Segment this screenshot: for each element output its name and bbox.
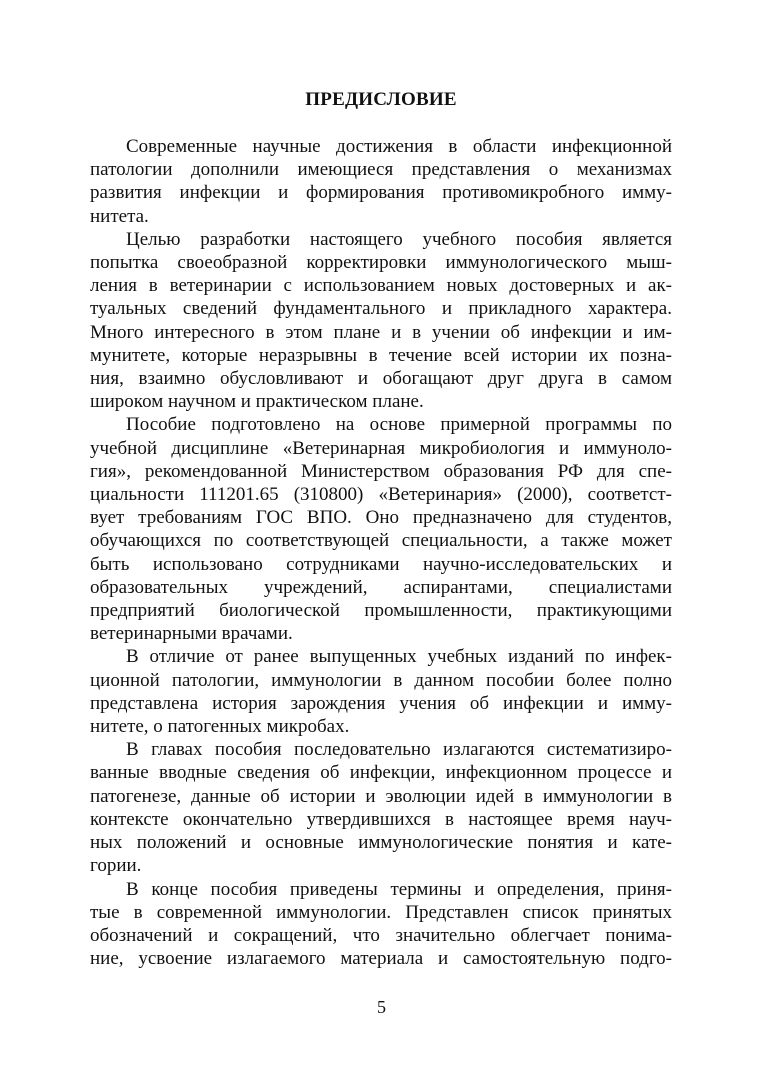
paragraph	[90, 413, 672, 645]
text-line: ционной патологии, иммунологии в данном пособии более полно	[90, 669, 672, 691]
text-line: В отличие от ранее выпущенных учебных изданий по инфек-	[126, 646, 672, 668]
page-title: ПРЕДИСЛОВИЕ	[305, 89, 457, 110]
text-line: контексте окончательно утвердившихся в настоящее время науч-	[90, 808, 672, 830]
paragraph	[90, 135, 672, 228]
text-line: широком научном и практическом плане.	[90, 391, 424, 413]
text-line: предприятий биологической промышленности, практикующими	[90, 600, 672, 622]
text-line: попытка своеобразной корректировки иммунологического мыш-	[90, 252, 672, 274]
text-line: Много интересного в этом плане и в учении об инфекции и им-	[90, 321, 672, 343]
text-line: В главах пособия последовательно излагаются систематизиро-	[126, 739, 672, 761]
text-line: ветеринарными врачами.	[90, 623, 293, 645]
paragraph	[90, 645, 672, 738]
text-line: ния, взаимно обусловливают и обогащают друг друга в самом	[90, 368, 672, 390]
text-line: вует требованиям ГОС ВПО. Оно предназначено для студентов,	[90, 507, 672, 529]
text-line: В конце пособия приведены термины и определения, приня-	[126, 878, 672, 900]
text-line: нитета.	[90, 205, 149, 227]
text-line: туальных сведений фундаментального и прикладного характера.	[90, 298, 672, 320]
text-line: нитете, о патогенных микробах.	[90, 716, 350, 738]
text-line: представлена история зарождения учения об инфекции и имму-	[90, 692, 672, 714]
text-line: мунитете, которые неразрывны в течение всей истории их позна-	[90, 344, 672, 366]
text-line: развития инфекции и формирования противомикробного имму-	[90, 182, 672, 204]
document-page	[90, 88, 672, 970]
text-line: циальности 111201.65 (310800) «Ветеринария» (2000), соответст-	[90, 484, 672, 506]
text-line: ных положений и основные иммунологические понятия и кате-	[90, 832, 672, 854]
text-line: патологии дополнили имеющиеся представления о механизмах	[90, 159, 672, 181]
text-line: быть использовано сотрудниками научно-исследовательских и	[90, 553, 672, 575]
text-line: Пособие подготовлено на основе примерной программы по	[126, 414, 672, 436]
text-line: ления в ветеринарии с использованием новых достоверных и ак-	[90, 275, 672, 297]
paragraph	[90, 228, 672, 414]
text-line: ванные вводные сведения об инфекции, инфекционном процессе и	[90, 762, 672, 784]
text-line: гия», рекомендованной Министерством образования РФ для спе-	[90, 460, 672, 482]
text-line: обозначений и сокращений, что значительно облегчает понима-	[90, 924, 672, 946]
page-number: 5	[377, 997, 386, 1017]
paragraph	[90, 878, 672, 971]
text-line: ние, усвоение излагаемого материала и самостоятельную подго-	[90, 948, 672, 970]
text-line: патогенезе, данные об истории и эволюции идей в иммунологии в	[90, 785, 672, 807]
text-line: обучающихся по соответствующей специальности, а также может	[90, 530, 672, 552]
text-line: Современные научные достижения в области инфекционной	[126, 136, 672, 157]
text-line: Целью разработки настоящего учебного пособия является	[126, 228, 672, 250]
text-line: гории.	[90, 855, 142, 877]
text-line: учебной дисциплине «Ветеринарная микробиология и иммуноло-	[90, 437, 672, 459]
document-body	[90, 135, 672, 970]
paragraph	[90, 738, 672, 877]
text-line: образовательных учреждений, аспирантами, специалистами	[90, 576, 672, 598]
text-line: тые в современной иммунологии. Представлен список принятых	[90, 901, 672, 923]
